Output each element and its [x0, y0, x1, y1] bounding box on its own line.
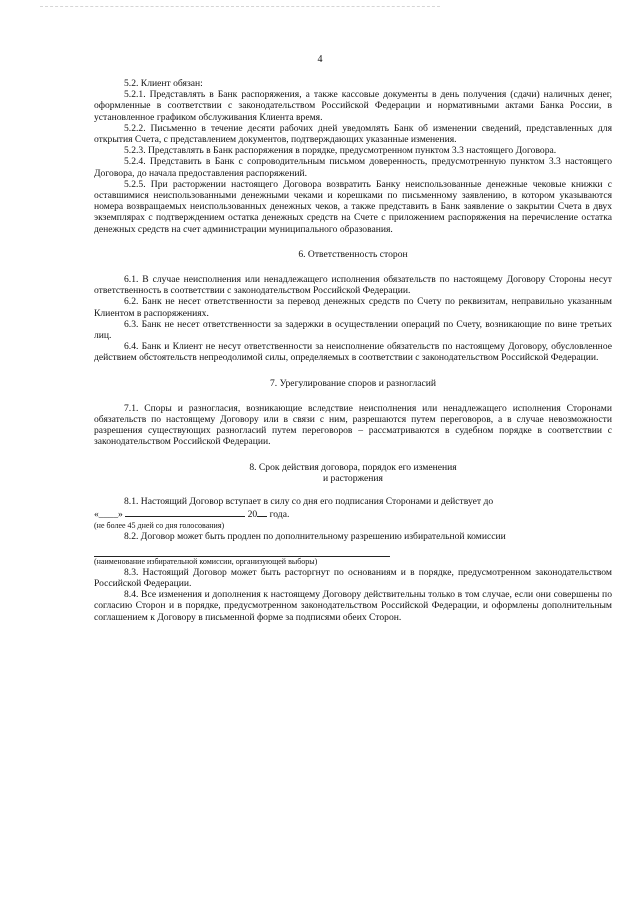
clause-5-2-5: 5.2.5. При расторжении настоящего Договора возвратить Банку неиспользованные денежные чековые книжки с оставшимися неиспользованными денежными чеками и корешками по письменному заявлению, в котором указываются номера возвращаемых неиспользованных денежных чеков, а также представить в Банк заявление о закрытии Счета в двух экземплярах с подтверждением остатка денежных средств на Счете с приложением распоряжения на перечисление остатка денежных средств на счет администрации муниципального образования.: [94, 178, 612, 235]
clause-8-2: 8.2. Договор может быть продлен по дополнительному разрешению избирательной комиссии: [124, 530, 506, 542]
scan-artifact: [40, 6, 440, 13]
clause-5-2-1: 5.2.1. Представлять в Банк распоряжения, а также кассовые документы в день получения (сдачи) наличных денег, оформленные в соответствии с законодательством Российской Федерации и нормативными актами Банка России, в установленное графиком обслуживания Клиента время.: [94, 89, 612, 123]
section-8-title-line2: и расторжения: [323, 472, 383, 484]
section-8-title-line1: 8. Срок действия договора, порядок его изменения: [249, 461, 457, 473]
document-body: [94, 78, 612, 623]
date-year-blank: [257, 507, 267, 517]
clause-6-3: 6.3. Банк не несет ответственности за задержки в осуществлении операций по Счету, возникающие по вине третьих лиц.: [94, 318, 612, 342]
clause-8-1-date: [94, 507, 612, 520]
clause-7-1: 7.1. Споры и разногласия, возникающие вследствие неисполнения или ненадлежащего исполнения Сторонами обязательств по настоящему Договору или в связи с ним, разрешаются путем переговоров, а в случае невозможности разрешения существующих разногласий путем переговоров – рассматриваются в судебном порядке в соответствии с законодательством Российской Федерации.: [94, 402, 612, 448]
commission-note: (наименование избирательной комиссии, организующей выборы): [94, 556, 318, 566]
page-number: 4: [317, 54, 323, 65]
date-note: (не более 45 дней со дня голосования): [94, 520, 225, 530]
date-year-prefix: 20: [247, 509, 258, 521]
date-open-quote: «: [94, 509, 99, 521]
date-day-blank: ____: [98, 509, 118, 521]
clause-5-2-2: 5.2.2. Письменно в течение десяти рабочих дней уведомлять Банк об изменении сведений, представленных для открытия Счета, с представлением документов, подтверждающих указанные изменения.: [94, 122, 612, 146]
clause-8-4: 8.4. Все изменения и дополнения к настоящему Договору действительны только в том случае, если они совершены по согласию Сторон и в порядке, предусмотренном законодательством Российской Федерации, и оформлены дополнительным соглашением к Договору в письменной форме за подписями обеих Сторон.: [94, 589, 612, 623]
date-year-suffix: года.: [269, 509, 290, 521]
date-close-quote: »: [117, 509, 123, 521]
section-6-title: 6. Ответственность сторон: [298, 248, 408, 260]
clause-8-3: 8.3. Настоящий Договор может быть расторгнут по основаниям и в порядке, предусмотренном законодательством Российской Федерации.: [94, 566, 612, 589]
clause-6-4: 6.4. Банк и Клиент не несут ответственности за неисполнение обязательств по настоящему Договору, обусловленное действием обстоятельств непреодолимой силы, определяемых в соответствии с законодательством Российской Федерации.: [94, 341, 612, 364]
clause-6-2: 6.2. Банк не несет ответственности за перевод денежных средств по Счету по реквизитам, неправильно указанным Клиентом в распоряжениях.: [94, 296, 612, 319]
section-5-2-heading: 5.2. Клиент обязан:: [124, 78, 203, 89]
clause-5-2-3: 5.2.3. Представлять в Банк распоряжения в порядке, предусмотренном пунктом 3.3 настоящего Договора.: [124, 145, 557, 157]
clause-8-1: 8.1. Настоящий Договор вступает в силу со дня его подписания Сторонами и действует до: [124, 496, 494, 508]
clause-5-2-4: 5.2.4. Представить в Банк с сопроводительным письмом доверенность, предусмотренную пунктом 3.3 настоящего Договора, до начала предоставления распоряжений.: [94, 156, 612, 179]
clause-6-1: 6.1. В случае неисполнения или ненадлежащего исполнения обязательств по настоящему Договору Стороны несут ответственность в соответствии с законодательством Российской Федерации.: [94, 274, 612, 297]
section-7-title: 7. Урегулирование споров и разногласий: [269, 377, 437, 389]
section-8-title: [94, 462, 612, 484]
date-month-blank: [125, 507, 245, 517]
